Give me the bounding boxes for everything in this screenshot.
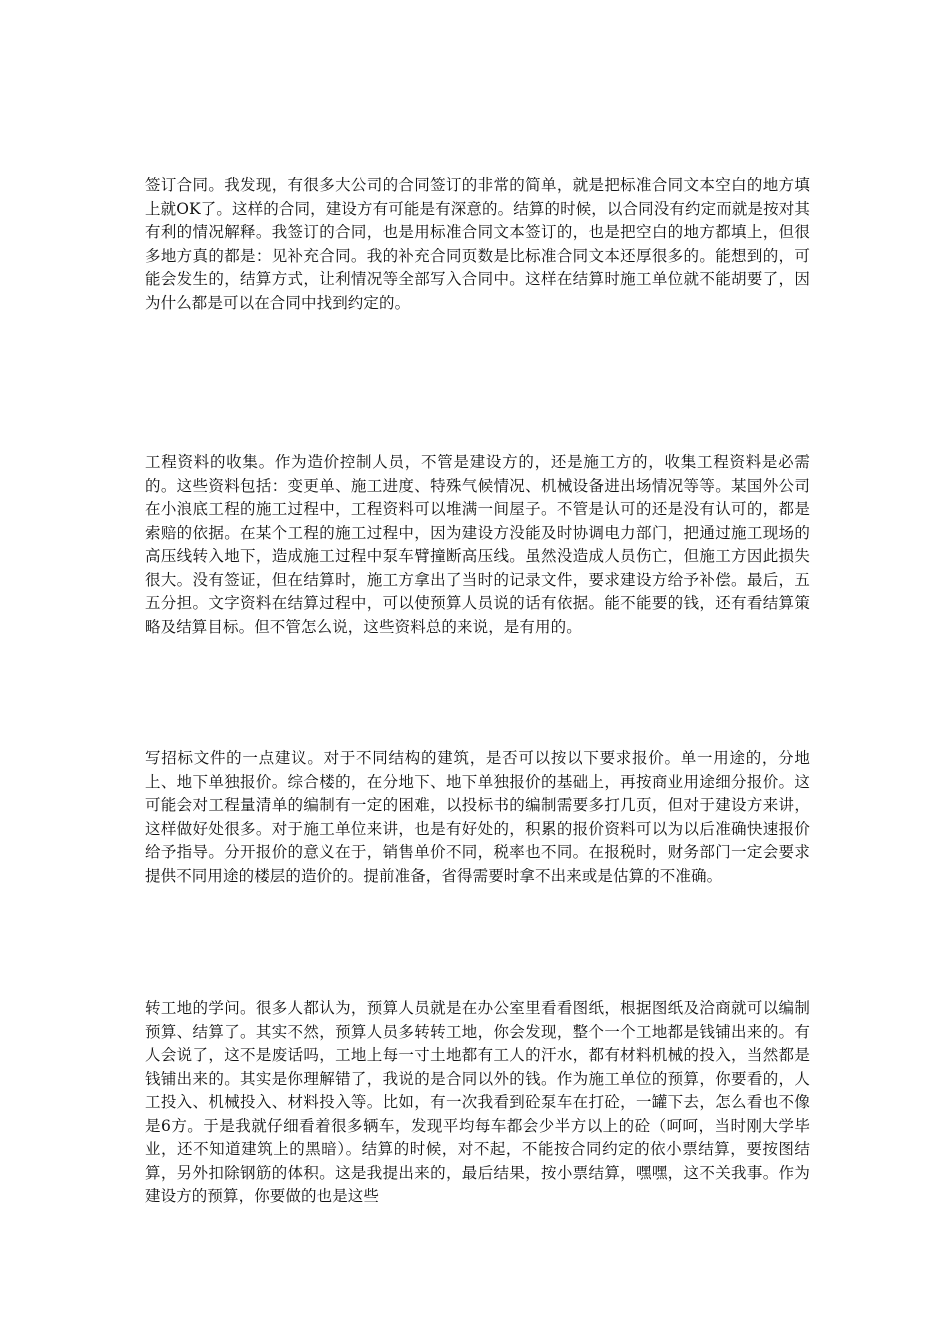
paragraph-site-visits: 转工地的学问。很多人都认为，预算人员就是在办公室里看看图纸，根据图纸及洽商就可以编制预算、结算了。其实不然，预算人员多转转工地，你会发现，整个一个工地都是钱铺出来的。有人会说了，这不是废话吗，工地上每一寸土地都有工人的汗水，都有材料机械的投入，当然都是钱铺出来的。其实是你理解错了，我说的是合同以外的钱。作为施工单位的预算，你要看的，人工投入、机械投入、材料投入等。比如，有一次我看到砼泵车在打砼，一罐下去，怎么看也不像是6方。于是我就仔细看着很多辆车，发现平均每车都会少半方以上的砼（呵呵，当时刚大学毕业，还不知道建筑上的黑暗）。结算的时候，对不起，不能按合同约定的依小票结算，要按图结算，另外扣除钢筋的体积。这是我提出来的，最后结果，按小票结算，嘿嘿，这不关我事。作为建设方的预算，你要做的也是这些 [145, 999, 810, 1205]
paragraph-contract-signing: 签订合同。我发现，有很多大公司的合同签订的非常的简单，就是把标准合同文本空白的地方填上就OK了。这样的合同，建设方有可能是有深意的。结算的时候，以合同没有约定而就是按对其有利的情况解释。我签订的合同，也是用标准合同文本签订的，也是把空白的地方都填上，但很多地方真的都是：见补充合同。我的补充合同页数是比标准合同文本还厚很多的。能想到的，可能会发生的，结算方式，让利情况等全部写入合同中。这样在结算时施工单位就不能胡要了，因为什么都是可以在合同中找到约定的。 [145, 176, 810, 312]
paragraph-tender-advice: 写招标文件的一点建议。对于不同结构的建筑，是否可以按以下要求报价。单一用途的，分地上、地下单独报价。综合楼的，在分地下、地下单独报价的基础上，再按商业用途细分报价。这可能会对工程量清单的编制有一定的困难，以投标书的编制需要多打几页，但对于建设方来讲，这样做好处很多。对于施工单位来讲，也是有好处的，积累的报价资料可以为以后准确快速报价给予指导。分开报价的意义在于，销售单价不同，税率也不同。在报税时，财务部门一定会要求提供不同用途的楼层的造价的。提前准备，省得需要时拿不出来或是估算的不准确。 [145, 749, 810, 885]
paragraph-project-records: 工程资料的收集。作为造价控制人员，不管是建设方的，还是施工方的，收集工程资料是必需的。这些资料包括：变更单、施工进度、特殊气候情况、机械设备进出场情况等等。某国外公司在小浪底工程的施工过程中，工程资料可以堆满一间屋子。不管是认可的还是没有认可的，都是索赔的依据。在某个工程的施工过程中，因为建设方没能及时协调电力部门，把通过施工现场的高压线转入地下，造成施工过程中泵车臂撞断高压线。虽然没造成人员伤亡，但施工方因此损失很大。没有签证，但在结算时，施工方拿出了当时的记录文件，要求建设方给予补偿。最后，五五分担。文字资料在结算过程中，可以使预算人员说的话有依据。能不能要的钱，还有看结算策略及结算目标。但不管怎么说，这些资料总的来说，是有用的。 [145, 453, 810, 636]
